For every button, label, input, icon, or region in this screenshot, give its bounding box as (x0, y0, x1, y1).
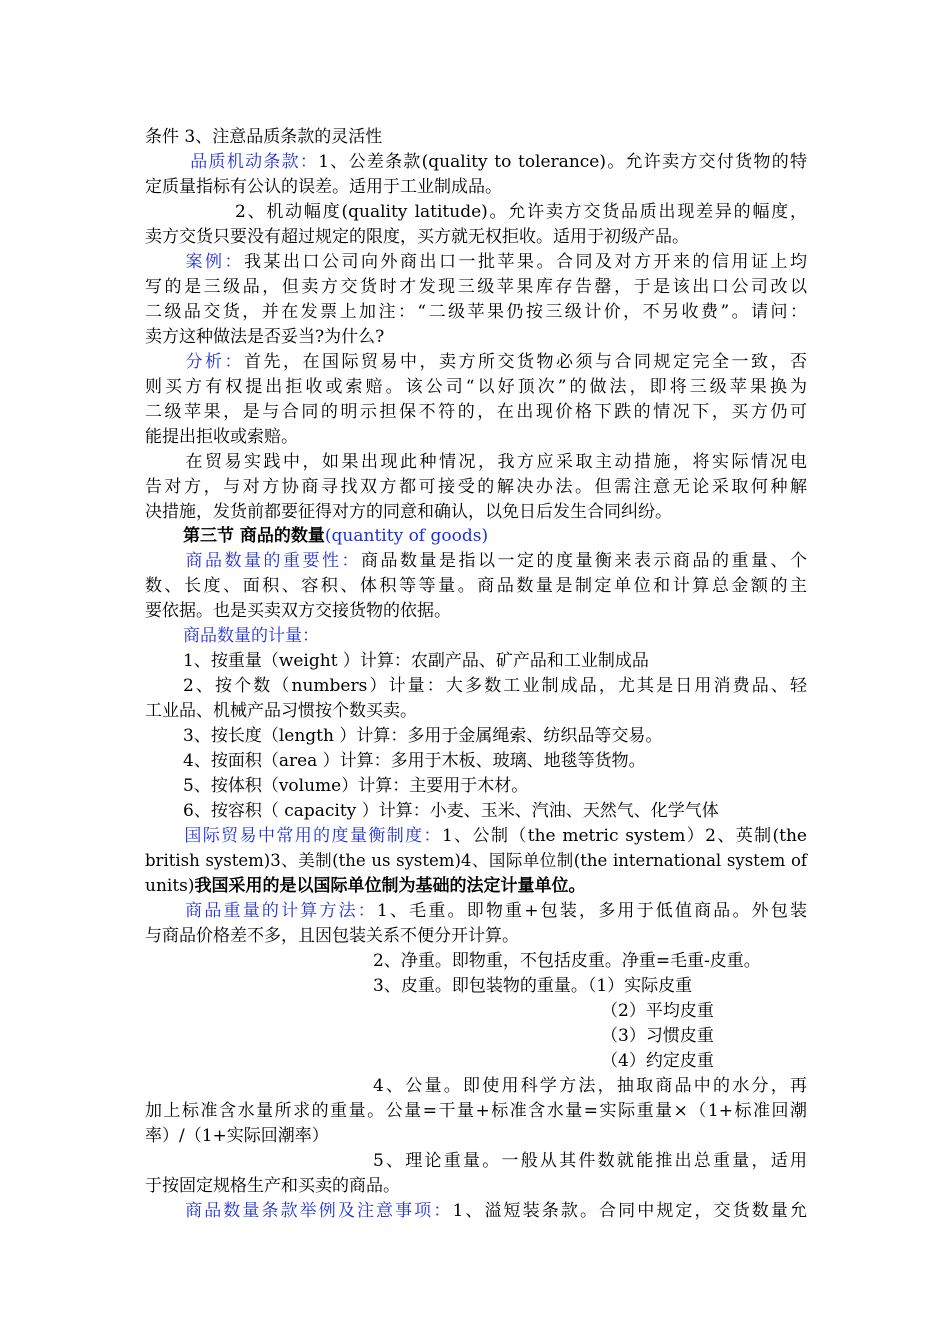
text-span: 我某出口公司向外商出口一批苹果。合同及对方开来的信用证上均 (244, 252, 807, 272)
paragraph-line: 工业品、机械产品习惯按个数买卖。 (145, 701, 417, 721)
paragraph-line (145, 350, 807, 374)
term-label: 商品数量条款举例及注意事项： (183, 1201, 453, 1221)
text-span: （4）约定皮重 (601, 1051, 714, 1071)
section-title-en: (quantity of goods) (324, 526, 489, 546)
paragraph-line (145, 1199, 807, 1223)
text-span: 1、公制（the metric system）2、英制(the (441, 826, 807, 846)
term-label: 分析： (183, 352, 244, 372)
list-item (145, 674, 807, 698)
text-span: 在贸易实践中，如果出现此种情况，我方应采取主动措施，将实际情况电 (183, 452, 807, 472)
bold-statement: 我国采用的是以国际单位制为基础的法定计量单位。 (194, 876, 586, 896)
paragraph-line: 决措施，发货前都要征得对方的同意和确认，以免日后发生合同纠纷。 (145, 502, 672, 522)
paragraph-line: 能提出拒收或索赔。 (145, 427, 298, 447)
paragraph-line: 数、长度、面积、容积、体积等等量。商品数量是制定单位和计算总金额的主 (145, 576, 807, 596)
text-span: 6、按容积（ capacity ）计算：小麦、玉米、汽油、天然气、化学气体 (183, 801, 719, 821)
list-item (145, 724, 807, 748)
text-span: 1、公差条款(quality to tolerance)。允许卖方交付货物的特 (318, 152, 808, 172)
text-span: 首先，在国际贸易中，卖方所交货物必须与合同规定完全一致，否 (244, 352, 807, 372)
paragraph-line (145, 549, 807, 573)
term-label: 品质机动条款： (189, 152, 319, 172)
paragraph-line: 要依据。也是买卖双方交接货物的依据。 (145, 601, 451, 621)
text-span: units) (145, 876, 195, 896)
text-span: （3）习惯皮重 (601, 1026, 714, 1046)
text-span: 商品数量是指以一定的度量衡来表示商品的重量、个 (361, 551, 807, 571)
list-item (145, 799, 807, 823)
paragraph-line: 加上标准含水量所求的重量。公量=干量+标准含水量=实际重量×（1+标准回潮 (145, 1101, 807, 1121)
term-label: 商品数量的重要性： (183, 551, 361, 571)
paragraph-line: british system)3、美制(the us system)4、国际单位制(the international system of (145, 851, 807, 870)
text-span: 1、毛重。即物重+包装，多用于低值商品。外包装 (376, 901, 808, 921)
paragraph-line: 二级苹果，是与合同的明示担保不符的，在出现价格下跌的情况下，买方仍可 (145, 402, 807, 422)
paragraph-line (145, 874, 807, 898)
paragraph-line (145, 200, 807, 224)
text-span: 1、按重量（weight ）计算：农副产品、矿产品和工业制成品 (183, 651, 649, 671)
list-item (145, 999, 807, 1023)
paragraph-line: 与商品价格差不多，且因包装关系不便分开计算。 (145, 926, 519, 946)
term-label: 国际贸易中常用的度量衡制度： (183, 826, 442, 846)
paragraph-line (145, 624, 807, 648)
paragraph-line: 定质量指标有公认的误差。适用于工业制成品。 (145, 177, 502, 197)
term-label: 商品重量的计算方法： (183, 901, 377, 921)
text-span: 2、净重。即物重，不包括皮重。净重=毛重-皮重。 (373, 951, 761, 971)
list-item (145, 774, 807, 798)
section-title: 第三节 商品的数量 (183, 526, 325, 546)
list-item (145, 1049, 807, 1073)
paragraph-line (145, 250, 807, 274)
paragraph-line: 告对方，与对方协商寻找双方都可接受的解决办法。但需注意无论采取何种解 (145, 477, 807, 497)
list-item (145, 974, 807, 998)
text-span: 2、按个数（numbers）计量：大多数工业制成品，尤其是日用消费品、轻 (183, 676, 807, 696)
paragraph-line: 于按固定规格生产和买卖的商品。 (145, 1176, 400, 1196)
paragraph-line: 则买方有权提出拒收或索赔。该公司“以好顶次”的做法，即将三级苹果换为 (145, 377, 807, 397)
paragraph-line: 写的是三级品，但卖方交货时才发现三级苹果库存告罄，于是该出口公司改以 (145, 277, 807, 297)
paragraph-line: 卖方交货只要没有超过规定的限度，买方就无权拒收。适用于初级产品。 (145, 227, 689, 247)
paragraph-line (145, 824, 807, 848)
section-heading (145, 524, 807, 548)
paragraph-line: 率）/（1+实际回潮率） (145, 1126, 329, 1146)
list-item (145, 749, 807, 773)
list-item (145, 1074, 807, 1098)
text-span: 3、按长度（length ）计算：多用于金属绳索、纺织品等交易。 (183, 726, 663, 746)
term-label: 商品数量的计量： (183, 626, 319, 646)
paragraph-line: 卖方这种做法是否妥当?为什么? (145, 327, 385, 347)
text-span: 4、按面积（area ）计算：多用于木板、玻璃、地毯等货物。 (183, 751, 646, 771)
paragraph-line (145, 899, 807, 923)
list-item (145, 1149, 807, 1173)
list-item (145, 1024, 807, 1048)
text-span: 2、机动幅度(quality latitude)。允许卖方交货品质出现差异的幅度， (235, 202, 807, 222)
list-item (145, 649, 807, 673)
list-item (145, 949, 807, 973)
condition-3-heading: 条件 3、注意品质条款的灵活性 (145, 127, 383, 147)
text-span: 1、溢短装条款。合同中规定，交货数量允 (452, 1201, 807, 1221)
text-span: 5、按体积（volume）计算：主要用于木材。 (183, 776, 529, 796)
paragraph-line (145, 450, 807, 474)
term-label: 案例： (183, 252, 244, 272)
text-span: 5、理论重量。一般从其件数就能推出总重量，适用 (373, 1151, 807, 1171)
paragraph-line: 二级品交货，并在发票上加注：“二级苹果仍按三级计价，不另收费”。请问： (145, 302, 807, 322)
paragraph-line (145, 150, 807, 174)
text-span: 3、皮重。即包装物的重量。（1）实际皮重 (373, 976, 693, 996)
text-span: （2）平均皮重 (601, 1001, 714, 1021)
text-span: 4、公量。即使用科学方法，抽取商品中的水分，再 (373, 1076, 807, 1096)
